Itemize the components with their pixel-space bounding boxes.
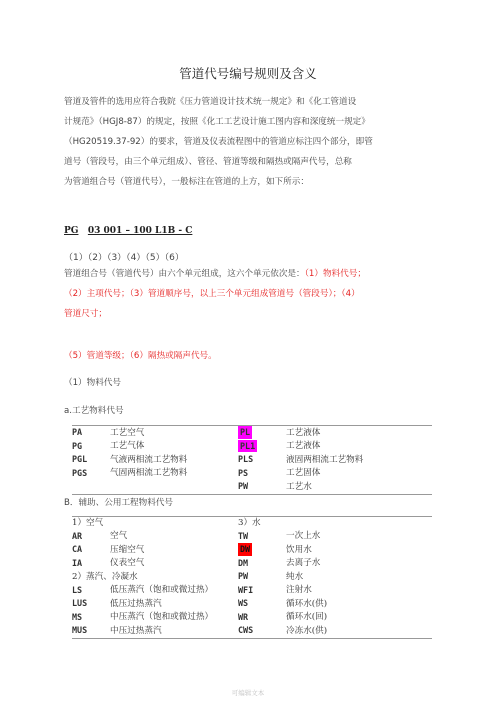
example-code [64, 226, 192, 236]
unit-1-text: （1）物料代号； [304, 269, 366, 279]
code-cell [72, 440, 110, 454]
name-cell-text: 工艺水 [286, 481, 312, 492]
name-cell [110, 584, 238, 598]
code-cell [238, 467, 286, 481]
name-cell [286, 453, 432, 467]
code-cell [72, 543, 110, 557]
code-cell [238, 557, 286, 571]
code-cell-text: PL1 [240, 440, 256, 451]
code-cell [238, 480, 286, 494]
group-label-cell [72, 517, 238, 530]
table-row [72, 517, 432, 530]
name-cell-text: 中压过热蒸汽 [110, 625, 162, 636]
name-cell [286, 611, 432, 625]
subheading-utility-material: B．辅助、公用工程物料代号 [64, 498, 174, 508]
code-cell-text: LUS [72, 598, 88, 608]
code-cell [238, 624, 286, 638]
name-cell [110, 611, 238, 625]
name-cell-text: 气固两相流工艺物料 [110, 468, 188, 478]
code-cell [238, 570, 286, 584]
name-cell [286, 557, 432, 571]
group-label-cell-text: 3）水 [238, 518, 261, 528]
composition-line-3: 管道尺寸； [64, 309, 107, 319]
table-row [72, 467, 432, 481]
table-row [72, 611, 432, 625]
name-cell [286, 584, 432, 598]
name-cell [286, 467, 432, 481]
name-cell-text: 低压蒸汽（饱和或微过热） [110, 585, 214, 595]
example-code-prefix: PG [64, 226, 79, 236]
code-cell-text: CA [72, 544, 83, 554]
name-cell [286, 597, 432, 611]
name-cell [110, 480, 238, 494]
name-cell-text: 冷冻水(供) [286, 625, 328, 636]
table-row [72, 530, 432, 544]
name-cell-text: 压缩空气 [110, 544, 145, 555]
code-cell-text: LS [72, 584, 83, 595]
table-row [72, 426, 432, 440]
name-cell-text: 中压蒸汽（饱和或微过热） [110, 612, 214, 622]
name-cell [110, 543, 238, 557]
table-row [72, 480, 432, 494]
code-cell-text: PLS [238, 454, 254, 464]
code-cell [72, 467, 110, 481]
code-cell-text: WFI [238, 584, 254, 595]
code-cell-text: PW [238, 481, 249, 491]
composition-line-2 [64, 284, 440, 304]
code-cell-text: PGL [72, 454, 88, 464]
name-cell [110, 467, 238, 481]
section-heading-material-code: （1）物料代号 [64, 378, 122, 388]
table-row [72, 453, 432, 467]
code-cell [238, 440, 286, 454]
code-cell-text: PA [72, 427, 83, 437]
code-cell [72, 584, 110, 598]
name-cell-text: 空气 [110, 531, 128, 541]
code-cell-text: AR [72, 530, 83, 541]
name-cell [110, 453, 238, 467]
code-cell [238, 530, 286, 544]
name-cell [110, 557, 238, 571]
code-cell-text: CWS [238, 625, 254, 635]
intro-line-1: 管道及管件的选用应符合我院《压力管道设计技术统一规定》和《化工管道设 [64, 97, 357, 107]
unit-3-text: （3）管道顺序号，以上三个单元组成管道号（管段号）； [129, 289, 342, 299]
code-cell [238, 584, 286, 598]
code-cell-text: PG [72, 440, 83, 451]
code-cell-text: WR [238, 611, 249, 622]
example-code-body: 03 001 – 100 L1B - C [87, 226, 193, 236]
table-row [72, 557, 432, 571]
table-row [72, 570, 432, 584]
composition-lead: 管道组合号（管道代号）由六个单元组成，这六个单元依次是： [64, 269, 305, 279]
composition-line-1 [64, 264, 440, 284]
name-cell [110, 624, 238, 638]
name-cell [286, 543, 432, 557]
name-cell-text: 注射水 [286, 585, 312, 595]
name-cell-text: 循环水(回) [286, 612, 328, 622]
code-cell [238, 453, 286, 467]
name-cell-text: 纯水 [286, 571, 304, 582]
unit-5-text: （5）管道等级； [64, 351, 130, 361]
group-label-cell [72, 570, 238, 584]
name-cell [286, 530, 432, 544]
table-row [72, 440, 432, 454]
code-cell [72, 480, 110, 494]
code-cell-text: WS [238, 598, 249, 608]
intro-line-4: 道号（管段号，由三个单元组成）、管径、管道等级和隔热或隔声代号，总称 [64, 157, 352, 167]
subheading-process-material: a.工艺物料代号 [64, 406, 124, 416]
code-cell-text: DW [240, 544, 251, 554]
code-cell-text: PS [238, 467, 249, 478]
code-cell [238, 543, 286, 557]
composition-line-4 [64, 346, 440, 366]
code-cell [72, 557, 110, 571]
code-cell-text: MUS [72, 625, 88, 635]
intro-paragraph [64, 92, 440, 192]
code-cell-text: DM [238, 557, 249, 568]
code-cell [72, 530, 110, 544]
page-title: 管道代号编号规则及含义 [179, 66, 317, 81]
unit-2-text: （2）主项代号； [64, 289, 130, 299]
code-cell-text: IA [72, 557, 83, 568]
group-label-cell-text: 2）蒸汽、冷凝水 [72, 571, 138, 582]
utility-material-table [72, 516, 432, 639]
name-cell [286, 440, 432, 454]
unit-6-text: （6）隔热或隔声代号。 [129, 351, 217, 361]
name-cell-text: 工艺液体 [286, 427, 321, 438]
name-cell-text: 工艺气体 [110, 441, 145, 451]
name-cell-text: 低压过热蒸汽 [110, 598, 162, 609]
code-cell-text: PGS [72, 467, 88, 478]
group-label-cell [238, 517, 432, 530]
name-cell-text: 一次上水 [286, 531, 321, 541]
group-label-cell-text: 1）空气 [72, 518, 104, 528]
name-cell [286, 570, 432, 584]
process-material-table [72, 425, 432, 495]
name-cell [110, 440, 238, 454]
code-cell-text: TW [238, 530, 249, 541]
code-cell [72, 611, 110, 625]
composition-paragraph [64, 264, 440, 324]
name-cell [286, 480, 432, 494]
name-cell-text: 循环水(供) [286, 598, 328, 609]
name-cell-text: 工艺液体 [286, 441, 321, 451]
name-cell [110, 530, 238, 544]
code-cell-text: PL [240, 427, 251, 437]
code-cell [72, 453, 110, 467]
name-cell [286, 624, 432, 638]
unit-numbers: （1）（2）（3）（4）（5）（6） [64, 253, 184, 263]
name-cell [286, 426, 432, 440]
table-row [72, 597, 432, 611]
name-cell [110, 597, 238, 611]
code-cell [238, 426, 286, 440]
code-cell-text: PW [238, 571, 249, 581]
name-cell [110, 426, 238, 440]
table-row [72, 543, 432, 557]
code-cell [238, 611, 286, 625]
intro-line-3: （HG20519.37-92）的要求，管道及仪表流程图中的管道应标注四个部分，即管 [64, 137, 373, 147]
name-cell-text: 饮用水 [286, 544, 312, 555]
footer-watermark: 可编辑文本 [231, 689, 265, 697]
table-row [72, 624, 432, 638]
unit-4-text: （4） [341, 289, 360, 299]
code-cell [238, 597, 286, 611]
code-cell [72, 624, 110, 638]
code-cell [72, 426, 110, 440]
name-cell-text: 气液两相流工艺物料 [110, 454, 188, 465]
name-cell-text: 液固两相流工艺物料 [286, 454, 364, 465]
code-cell [72, 597, 110, 611]
intro-line-2: 计规范》（HGJ8-87）的规定，按照《化工工艺设计施工图内容和深度统一规定》 [64, 117, 370, 127]
name-cell-text: 工艺空气 [110, 427, 145, 438]
name-cell-text: 工艺固体 [286, 468, 321, 478]
name-cell-text: 去离子水 [286, 558, 321, 568]
code-cell-text: MS [72, 611, 83, 622]
name-cell-text: 仪表空气 [110, 558, 145, 568]
table-row [72, 584, 432, 598]
intro-line-5: 为管道组合号（管道代号），一般标注在管道的上方，如下所示： [64, 177, 309, 187]
